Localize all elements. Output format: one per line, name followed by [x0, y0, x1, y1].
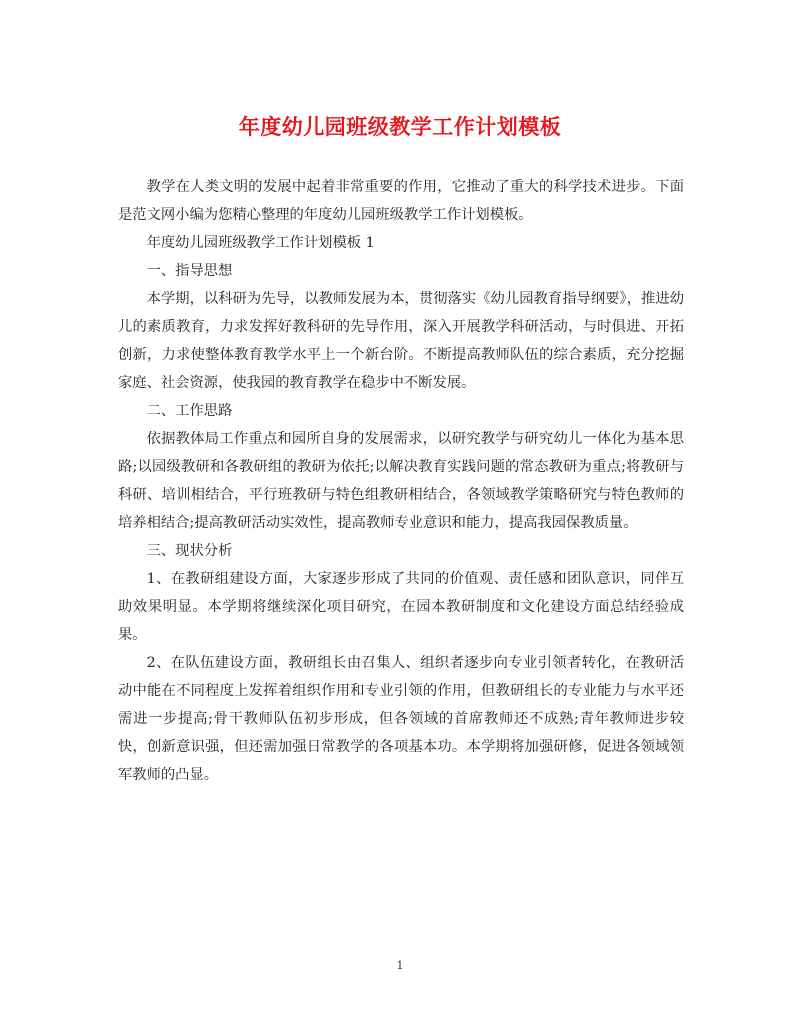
- section-paragraph: 依据教体局工作重点和园所自身的发展需求，以研究教学与研究幼儿一体化为基本思路;以园级教研和各教研组的教研为依托;以解决教育实践问题的常态教研为重点;将教研与科研、培训相结合，平行班教研与特色组教研相结合，各领域教学策略研究与特色教师的培养相结合;提高教研活动实效性，提高教师专业意识和能力，提高我园保教质量。: [118, 431, 684, 531]
- page-number: 1: [396, 959, 404, 972]
- section-heading-guiding-thought: 一、指导思想: [146, 263, 233, 279]
- section-heading-work-approach: 二、工作思路: [146, 403, 233, 419]
- section-paragraph: 2、在队伍建设方面，教研组长由召集人、组织者逐步向专业引领者转化，在教研活动中能在不同程度上发挥着组织作用和专业引领的作用，但教研组长的专业能力与水平还需进一步提高;骨干教师队伍初步形成，但各领域的首席教师还不成熟;青年教师进步较快，创新意识强，但还需加强日常教学的各项基本功。本学期将加强研修，促进各领域领军教师的凸显。: [118, 655, 684, 783]
- document-title: 年度幼儿园班级教学工作计划模板: [238, 114, 562, 139]
- document-subtitle: 年度幼儿园班级教学工作计划模板 1: [146, 235, 375, 251]
- document-body: [118, 173, 684, 789]
- intro-paragraph: 教学在人类文明的发展中起着非常重要的作用，它推动了重大的科学技术进步。下面是范文网小编为您精心整理的年度幼儿园班级教学工作计划模板。: [118, 179, 684, 223]
- section-paragraph: 1、在教研组建设方面，大家逐步形成了共同的价值观、责任感和团队意识，同伴互助效果明显。本学期将继续深化项目研究，在园本教研制度和文化建设方面总结经验成果。: [118, 571, 684, 643]
- section-paragraph: 本学期，以科研为先导，以教师发展为本，贯彻落实《幼儿园教育指导纲要》，推进幼儿的素质教育，力求发挥好教科研的先导作用，深入开展教学科研活动，与时俱进、开拓创新，力求使整体教育教学水平上一个新台阶。不断提高教师队伍的综合素质，充分挖掘家庭、社会资源，使我园的教育教学在稳步中不断发展。: [118, 291, 684, 391]
- section-heading-status-analysis: 三、现状分析: [146, 543, 233, 559]
